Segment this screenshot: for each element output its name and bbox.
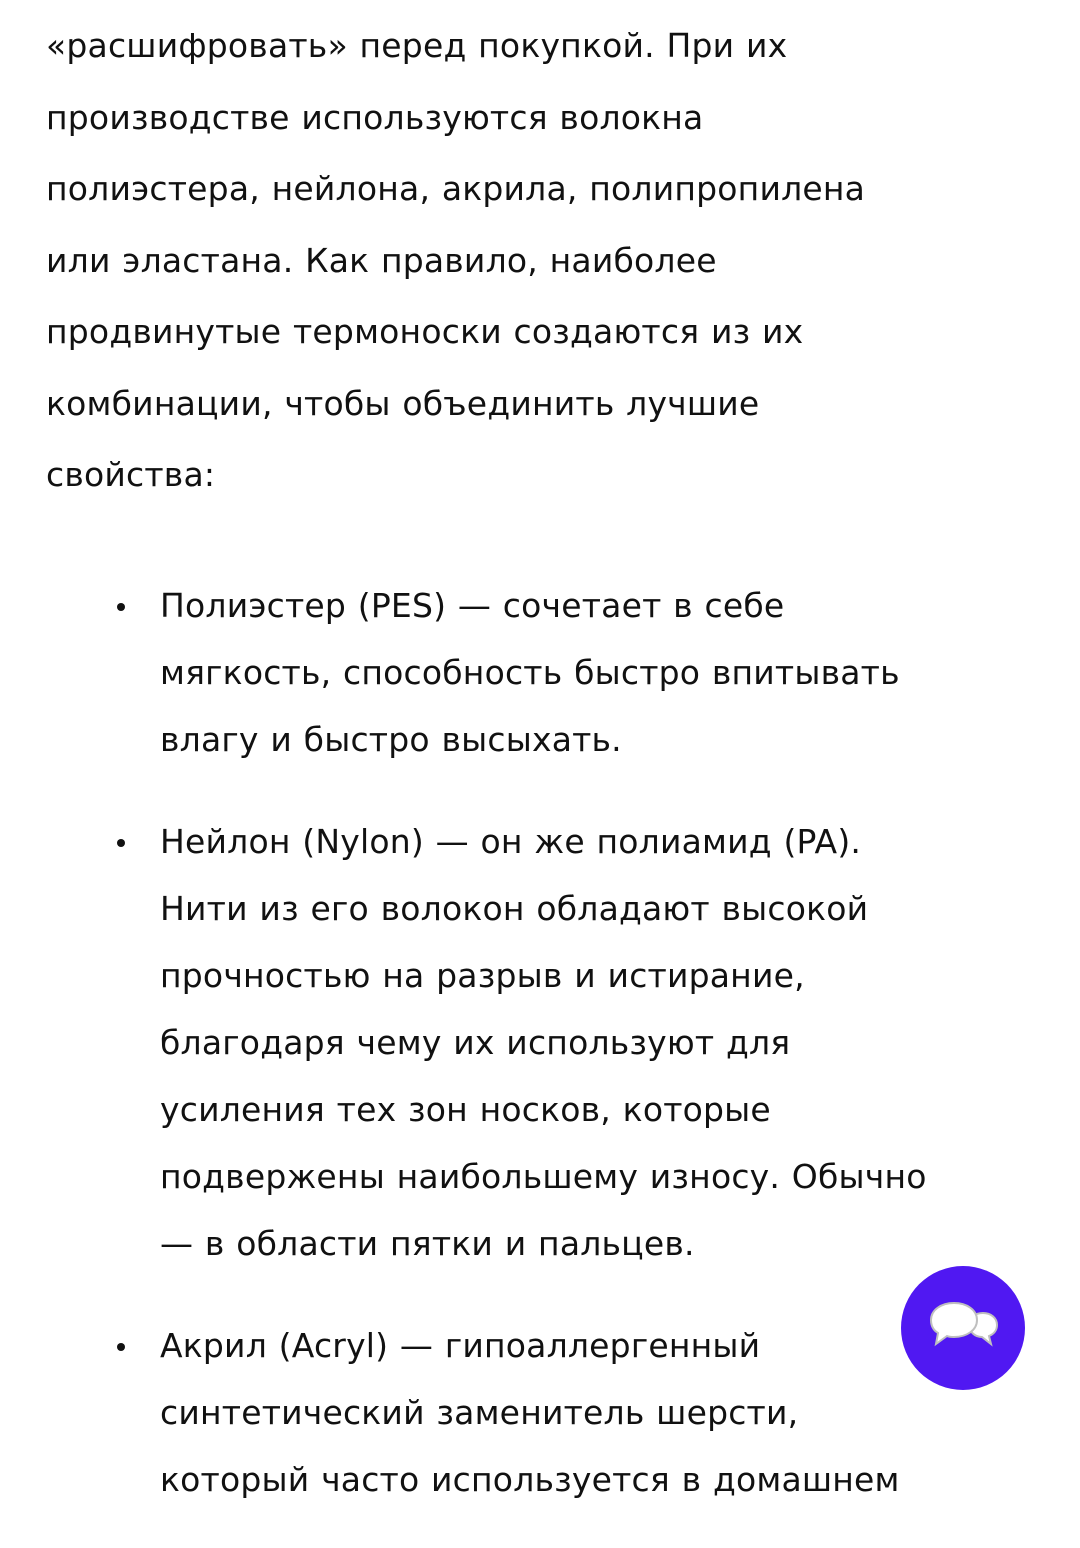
list-item-line: Акрил (Acryl) — гипоаллергенный (160, 1326, 761, 1365)
intro-line: производстве используются волокна (46, 97, 704, 137)
list-item-line: который часто используется в домашнем (160, 1460, 900, 1499)
list-item-line: Нейлон (Nylon) — он же полиамид (PA). (160, 822, 862, 861)
list-item-line: Полиэстер (PES) — сочетает в себе (160, 586, 785, 625)
intro-line: или эластана. Как правило, наиболее (46, 240, 717, 280)
list-item-line: — в области пятки и пальцев. (160, 1224, 695, 1263)
intro-line: свойства: (46, 455, 216, 494)
intro-line: «расшифровать» перед покупкой. При их (46, 26, 788, 65)
list-item-line: Нити из его волокон обладают высокой (160, 889, 869, 928)
bullet-icon (117, 1343, 125, 1351)
materials-list (46, 572, 1056, 1548)
chat-bubbles-icon (923, 1294, 1003, 1362)
list-item-polyester (46, 572, 1056, 773)
chat-button[interactable] (901, 1266, 1025, 1390)
intro-paragraph (46, 10, 1056, 511)
list-item-line: мягкость, способность быстро впитывать (160, 653, 900, 692)
list-item-line: подвержены наибольшему износу. Обычно (160, 1157, 927, 1196)
list-item-line: благодаря чему их используют для (160, 1023, 791, 1062)
intro-line: продвинутые термоноски создаются из их (46, 312, 804, 351)
intro-line: полиэстера, нейлона, акрила, полипропилена (46, 169, 866, 208)
bullet-icon (117, 603, 125, 611)
list-item-line: синтетический заменитель шерсти, (160, 1393, 799, 1432)
list-item-line: влагу и быстро высыхать. (160, 720, 622, 759)
list-item-line: прочностью на разрыв и истирание, (160, 956, 805, 995)
article-content (46, 10, 1056, 1499)
list-item-line: усиления тех зон носков, которые (160, 1090, 771, 1129)
intro-line: комбинации, чтобы объединить лучшие (46, 383, 760, 423)
list-item-nylon (46, 808, 1056, 1277)
bullet-icon (117, 839, 125, 847)
